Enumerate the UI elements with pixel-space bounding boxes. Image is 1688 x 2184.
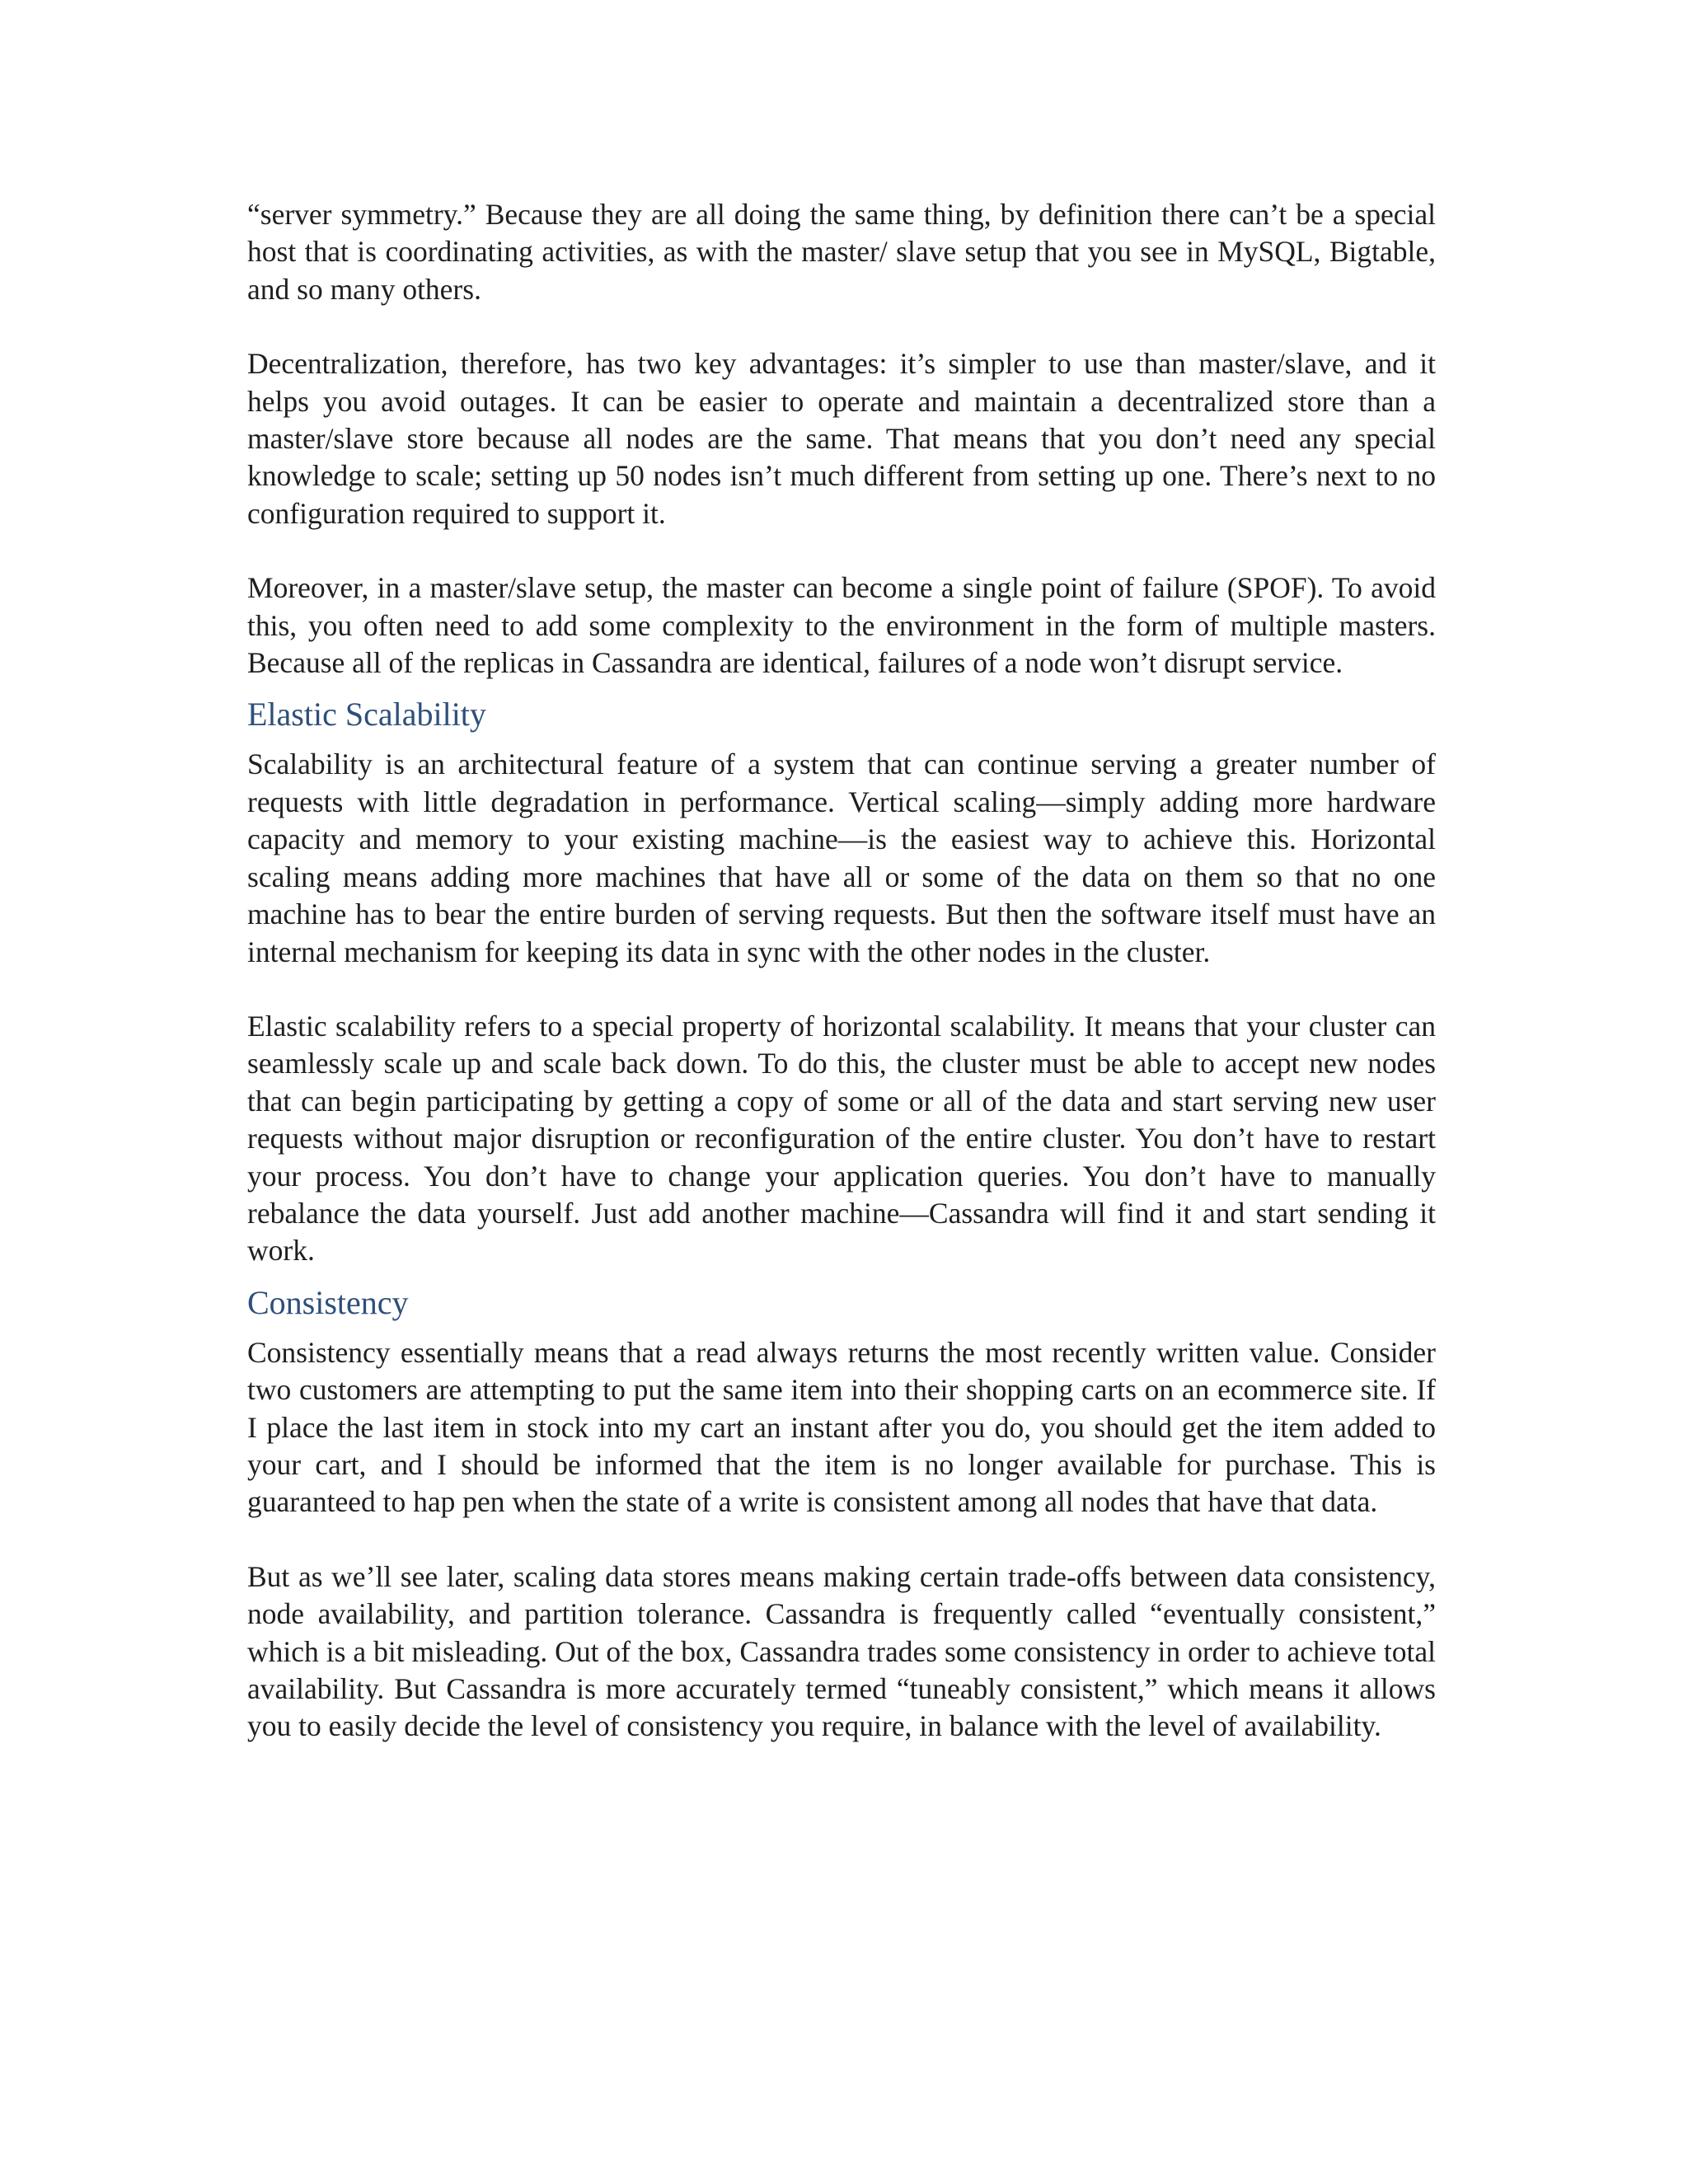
paragraph-spacer <box>247 1521 1436 1558</box>
paragraph-consistency-definition: Consistency essentially means that a read always returns the most recently written value. Consider two customers are attempting to put the same item into their shopping carts on an ecommerce site. If I place the last item in stock into my cart an instant after you do, you should get the item added to your cart, and I should be informed that the item is no longer available for purchase. This is guaranteed to hap pen when the state of a write is consistent among all nodes that have that data. <box>247 1335 1436 1519</box>
paragraph-server-symmetry: “server symmetry.” Because they are all doing the same thing, by definition there can’t be a special host that is coordinating activities, as with the master/ slave setup that you see in MySQL, Bigtable, and so many others. <box>247 198 1436 306</box>
paragraph-decentralization: Decentralization, therefore, has two key advantages: it’s simpler to use than master/slave, and it helps you avoid outages. It can be easier to operate and maintain a decentralized store than a master/slave store because all nodes are the same. That means that you don’t need any special knowledge to scale; setting up 50 nodes isn’t much different from setting up one. There’s next to no configuration required to support it. <box>247 347 1436 530</box>
paragraph-spof: Moreover, in a master/slave setup, the master can become a single point of failure (SPOF). To avoid this, you often need to add some complexity to the environment in the form of multiple masters. Because all of the replicas in Cassandra are identical, failures of a node won’t disrupt service. <box>247 571 1436 680</box>
heading-consistency: Consistency <box>247 1283 409 1321</box>
paragraph-spacer <box>247 971 1436 1008</box>
heading-spacer <box>247 682 1436 690</box>
paragraph-scalability: Scalability is an architectural feature of a system that can continue serving a greater number of requests with little degradation in performance. Vertical scaling—simply adding more hardware capacity and memory to your existing machine—is the easiest way to achieve this. Horizontal scaling means adding more machines that have all or some of the data on them so that no one machine has to bear the entire burden of serving requests. But then the software itself must have an internal mechanism for keeping its data in sync with the other nodes in the cluster. <box>247 748 1436 968</box>
page-content <box>247 196 1436 1746</box>
paragraph-tuneable-consistency: But as we’ll see later, scaling data stores means making certain trade-offs between data consistency, node availability, and partition tolerance. Cassandra is frequently called “eventually consistent,” which is a bit misleading. Out of the box, Cassandra trades some consistency in order to achieve total availability. But Cassandra is more accurately termed “tuneably consistent,” which means it allows you to easily decide the level of consistency you require, in balance with the level of availability. <box>247 1559 1436 1743</box>
paragraph-spacer <box>247 532 1436 569</box>
paragraph-spacer <box>247 308 1436 345</box>
paragraph-elastic-scalability: Elastic scalability refers to a special property of horizontal scalability. It means that your cluster can seamlessly scale up and scale back down. To do this, the cluster must be able to accept new nodes that can begin participating by getting a copy of some or all of the data and start serving new user requests without major disruption or reconfiguration of the entire cluster. You don’t have to restart your process. You don’t have to change your application queries. You don’t have to manually rebalance the data yourself. Just add another machine—Cassandra will find it and start sending it work. <box>247 1009 1436 1268</box>
heading-spacer <box>247 739 1436 746</box>
heading-elastic-scalability: Elastic Scalability <box>247 696 486 733</box>
heading-spacer <box>247 1328 1436 1334</box>
heading-spacer <box>247 1270 1436 1278</box>
